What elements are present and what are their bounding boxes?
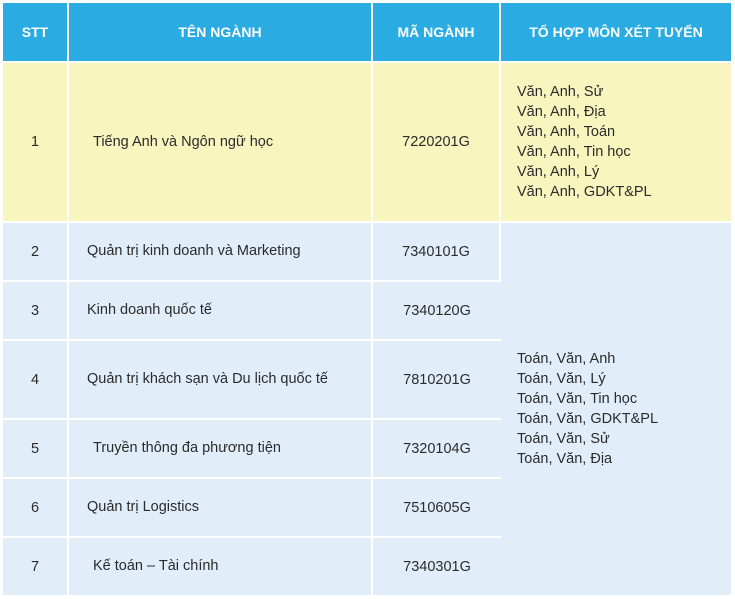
cell-code: 7340301G (373, 536, 501, 595)
combo-item: Toán, Văn, Địa (517, 451, 613, 467)
cell-name: Truyền thông đa phương tiện (69, 418, 373, 477)
combo-item: Toán, Văn, GDKT&PL (517, 411, 659, 427)
header-row (3, 3, 731, 61)
cell-stt: 3 (3, 280, 69, 339)
cell-stt: 5 (3, 418, 69, 477)
cell-stt: 1 (3, 61, 69, 221)
cell-name: Tiếng Anh và Ngôn ngữ học (69, 61, 373, 221)
cell-name: Kế toán – Tài chính (69, 536, 373, 595)
cell-name: Quản trị Logistics (69, 477, 373, 536)
cell-combo-group1 (501, 61, 731, 221)
cell-name: Kinh doanh quốc tế (69, 280, 373, 339)
cell-code: 7340101G (373, 221, 501, 280)
cell-name: Quản trị kinh doanh và Marketing (69, 221, 373, 280)
combo-item: Văn, Anh, Sử (517, 84, 604, 100)
majors-table (3, 3, 731, 595)
combo-item: Văn, Anh, Toán (517, 124, 616, 140)
table-row (3, 221, 731, 280)
header-stt: STT (3, 3, 69, 61)
combo-item: Văn, Anh, Tin học (517, 144, 631, 160)
cell-code: 7220201G (373, 61, 501, 221)
cell-code: 7340120G (373, 280, 501, 339)
combo-item: Toán, Văn, Sử (517, 431, 610, 447)
cell-combo-group2 (501, 221, 731, 595)
combo-item: Văn, Anh, GDKT&PL (517, 184, 652, 200)
header-code: MÃ NGÀNH (373, 3, 501, 61)
table-row (3, 61, 731, 221)
cell-stt: 7 (3, 536, 69, 595)
cell-code: 7810201G (373, 339, 501, 418)
combo-item: Toán, Văn, Tin học (517, 391, 638, 407)
header-combo: TỔ HỢP MÔN XÉT TUYỂN (501, 3, 731, 61)
combo-item: Văn, Anh, Lý (517, 164, 600, 180)
combo-item: Toán, Văn, Lý (517, 371, 606, 387)
combo-item: Toán, Văn, Anh (517, 351, 616, 367)
cell-stt: 2 (3, 221, 69, 280)
cell-stt: 4 (3, 339, 69, 418)
cell-stt: 6 (3, 477, 69, 536)
combo-item: Văn, Anh, Địa (517, 104, 606, 120)
cell-code: 7320104G (373, 418, 501, 477)
cell-name: Quản trị khách sạn và Du lịch quốc tế (69, 339, 373, 418)
cell-code: 7510605G (373, 477, 501, 536)
header-name: TÊN NGÀNH (69, 3, 373, 61)
